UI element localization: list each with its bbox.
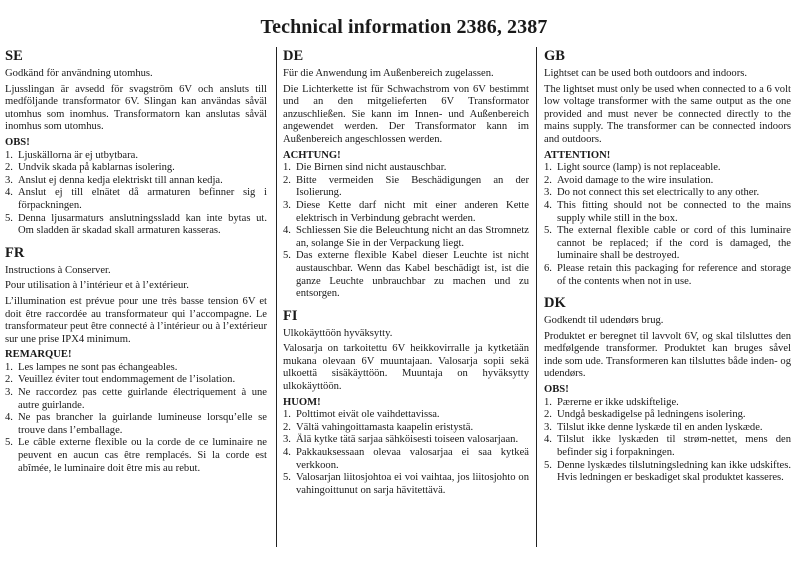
list-item-text: The external flexible cable or cord of this luminaire cannot be replaced; if the cord is damaged, the luminaire shall be destroyed. [557,225,791,262]
list-number: 1. [544,396,552,408]
list-item-text: This fitting should not be connected to the mains supply while still in the box. [557,199,791,224]
warning-list-item [544,434,791,459]
list-item-text: Ne raccordez pas cette guirlande électriquement à une autre guirlande. [18,387,267,411]
warning-list-item [544,200,791,225]
warning-list-item [544,397,791,410]
list-item-text: Veuillez éviter tout endommagement de l’isolation. [18,374,236,386]
section-paragraph: Für die Anwendung im Außenbereich zugelassen. [283,68,494,79]
list-number: 5. [283,250,291,262]
section-paragraph: Godkänd för användning utomhus. [5,68,153,79]
warning-list-item [5,374,267,387]
list-item-text: Älä kytke tätä sarjaa sähköisesti toiseen valosarjaan. [296,434,519,446]
warning-list-item [283,175,529,200]
list-number: 5. [5,437,13,449]
list-number: 4. [544,199,552,211]
list-item-text: Valosarjan liitosjohtoa ei voi vaihtaa, jos liitosjohto on vahingoittunut on sarja hävitettävä. [296,472,529,496]
warning-list-item [544,409,791,422]
warning-heading: OBS! [544,384,569,396]
list-number: 4. [5,412,13,424]
column-3 [544,48,791,492]
warning-heading: ACHTUNG! [283,149,341,161]
warning-list [5,362,267,475]
list-number: 1. [283,409,291,421]
section-paragraph: Pour utilisation à l’intérieur et à l’extérieur. [5,280,189,292]
list-number: 5. [5,212,13,224]
column-divider [276,47,277,547]
warning-list [283,409,529,497]
warning-list-item [283,447,529,472]
section-paragraph: L’illumination est prévue pour une très basse tension 6V et doit être raccordée au transformateur qui l’accompagne. Le transformateur peut être connecté à l’intérieur ou à l’extérieur sur une prise IPX4 minimum. [5,295,267,345]
section-fr [5,245,267,476]
warning-list-item [544,225,791,263]
list-number: 3. [283,434,291,446]
warning-list [5,150,267,238]
column-1 [5,48,267,482]
section-heading: DE [283,48,304,64]
section-paragraph: Produktet er beregnet til lavvolt 6V, og skal tilsluttes den medfølgende transformer. Produktet kan bruges såvel inde som ude. Transformeren kan tilsluttes både inden- og udendørs. [544,330,791,380]
list-number: 3. [544,187,552,199]
column-2 [283,48,529,504]
list-number: 1. [283,162,291,174]
list-number: 4. [283,447,291,459]
section-heading: GB [544,48,565,64]
section-paragraph: The lightset must only be used when connected to a 6 volt low voltage transformer with the same output as the one provided and must never be connected directly to the mains supply. The transformer can be connected indoors and outdoors. [544,83,791,145]
warning-list [283,162,529,301]
list-item-text: Tilslut ikke denne lyskæde til en anden lyskæde. [557,421,763,433]
warning-list-item [544,460,791,485]
list-number: 2. [544,409,552,421]
warning-list-item [544,422,791,435]
section-gb [544,48,791,288]
section-heading: DK [544,295,566,312]
list-item-text: Undgå beskadigelse på ledningens isolering. [557,409,746,421]
list-number: 5. [544,225,552,237]
list-number: 2. [283,174,291,186]
list-number: 1. [5,149,13,161]
warning-list-item [5,175,267,188]
warning-list-item [283,434,529,447]
list-item-text: Polttimot eivät ole vaihdettavissa. [296,409,440,421]
warning-list-item [5,187,267,212]
list-number: 5. [283,472,291,484]
section-paragraph: Die Lichterkette ist für Schwachstrom von 6V bestimmt und an den mitgelieferten 6V Transformator anzuschließen. Sie kann im Innen- und Außenbereich angewendet werden. Der Transformator kann im Außenbereich angeschlossen werden. [283,83,529,145]
warning-list-item [283,472,529,497]
warning-heading: REMARQUE! [5,349,72,361]
list-item-text: Das externe flexible Kabel dieser Leuchte ist nicht austauschbar. Wenn das Kabel beschädigt ist, ist die ganze Leuchte unbrauchbar zu machen und zu entsorgen. [296,250,529,300]
list-number: 6. [544,262,552,274]
list-item-text: Undvik skada på kablarnas isolering. [18,162,175,174]
list-item-text: Pakkauksessaan olevaa valosarjaa ei saa kytkeä verkkoon. [296,447,529,471]
list-number: 4. [283,225,291,237]
section-paragraph: Instructions à Conserver. [5,264,111,276]
warning-list-item [544,263,791,288]
section-paragraph: Godkendt til udendørs brug. [544,315,664,327]
list-item-text: Bitte vermeiden Sie Beschädigungen an der Isolierung. [296,174,529,199]
warning-list [544,397,791,485]
warning-list-item [5,412,267,437]
warning-list-item [544,187,791,200]
warning-list-item [544,175,791,188]
list-item-text: Schliessen Sie die Beleuchtung nicht an das Stromnetz an, solange Sie in der Verpackung liegt. [296,225,529,249]
list-item-text: Vältä vahingoittamasta kaapelin eristystä. [296,421,474,433]
list-item-text: Light source (lamp) is not replaceable. [557,162,721,174]
list-item-text: Anslut ej denna kedja elektriskt till annan kedja. [18,174,223,186]
section-paragraph: Ljusslingan är avsedd för svagström 6V och ansluts till medföljande transformator 6V. Slingan kan användas såväl utomhus som inomhus. Transformatorn kan anslutas såväl inomhus som utomhus. [5,83,267,133]
warning-list-item [283,409,529,422]
warning-heading: ATTENTION! [544,149,611,161]
section-fi [283,308,529,498]
list-number: 3. [283,199,291,211]
warning-list-item [5,162,267,175]
list-item-text: Anslut ej till elnätet då armaturen befinner sig i förpackningen. [18,187,267,211]
warning-heading: HUOM! [283,396,321,408]
list-item-text: Die Birnen sind nicht austauschbar. [296,162,447,174]
list-number: 5. [544,459,552,471]
list-item-text: Ne pas brancher la guirlande lumineuse lorsqu’elle se trouve dans l’emballage. [18,412,267,436]
list-number: 2. [5,162,13,174]
section-paragraph: Ulkokäyttöön hyväksytty. [283,327,393,339]
page-title: Technical information 2386, 2387 [260,16,548,38]
list-item-text: Do not connect this set electrically to any other. [557,187,760,199]
list-item-text: Ljuskällorna är ej utbytbara. [18,149,139,161]
list-number: 4. [5,187,13,199]
warning-list-item [283,422,529,435]
section-de [283,48,529,301]
section-heading: FR [5,244,25,261]
section-paragraph: Valosarja on tarkoitettu 6V heikkovirralle ja kytketään mukana olevaan 6V muuntajaan. Valosarja sopii sekä ulkoettä sisäkäyttöön. Muuntaja on hyväksytty ulkokäyttöön. [283,343,529,393]
list-item-text: Denne lyskædes tilslutningsledning kan ikke udskiftes. Hvis ledningen er beskadiget skal produktet kasseres. [557,459,791,484]
list-item-text: Les lampes ne sont pas échangeables. [18,361,178,373]
list-number: 2. [544,174,552,186]
warning-list-item [5,437,267,475]
warning-list-item [5,387,267,412]
list-number: 3. [5,387,13,399]
warning-list-item [283,250,529,300]
warning-list-item [283,162,529,175]
list-item-text: Diese Kette darf nicht mit einer anderen Kette elektrisch in Verbindung gebracht werden. [296,199,529,224]
list-number: 2. [283,421,291,433]
section-dk [544,295,791,485]
list-item-text: Avoid damage to the wire insulation. [557,174,714,186]
section-heading: SE [5,48,23,64]
list-number: 2. [5,374,13,386]
list-item-text: Tilslut ikke lyskæden til strøm-nettet, mens den befinder sig i forpakningen. [557,434,791,459]
list-number: 1. [5,361,13,373]
warning-list [544,162,791,288]
section-se [5,48,267,238]
warning-list-item [5,362,267,375]
list-item-text: Denna ljusarmaturs anslutningssladd kan inte bytas ut. Om sladden är skadad skall armaturen kasseras. [18,212,267,237]
list-item-text: Le câble externe flexible ou la corde de ce luminaire ne peuvent en aucun cas être remplacés. Si la corde est abîmée, le luminaire doit être mis au rebut. [18,437,267,474]
warning-heading: OBS! [5,136,30,148]
warning-list-item [283,200,529,225]
warning-list-item [544,162,791,175]
list-number: 3. [5,174,13,186]
list-item-text: Pærerne er ikke udskiftelige. [557,396,679,408]
list-number: 4. [544,434,552,446]
warning-list-item [5,150,267,163]
list-number: 1. [544,162,552,174]
warning-list-item [283,225,529,250]
warning-list-item [5,213,267,238]
list-number: 3. [544,421,552,433]
column-divider [536,47,537,547]
list-item-text: Please retain this packaging for reference and storage of the contents when not in use. [557,262,791,287]
section-paragraph: Lightset can be used both outdoors and indoors. [544,68,748,79]
section-heading: FI [283,307,298,324]
